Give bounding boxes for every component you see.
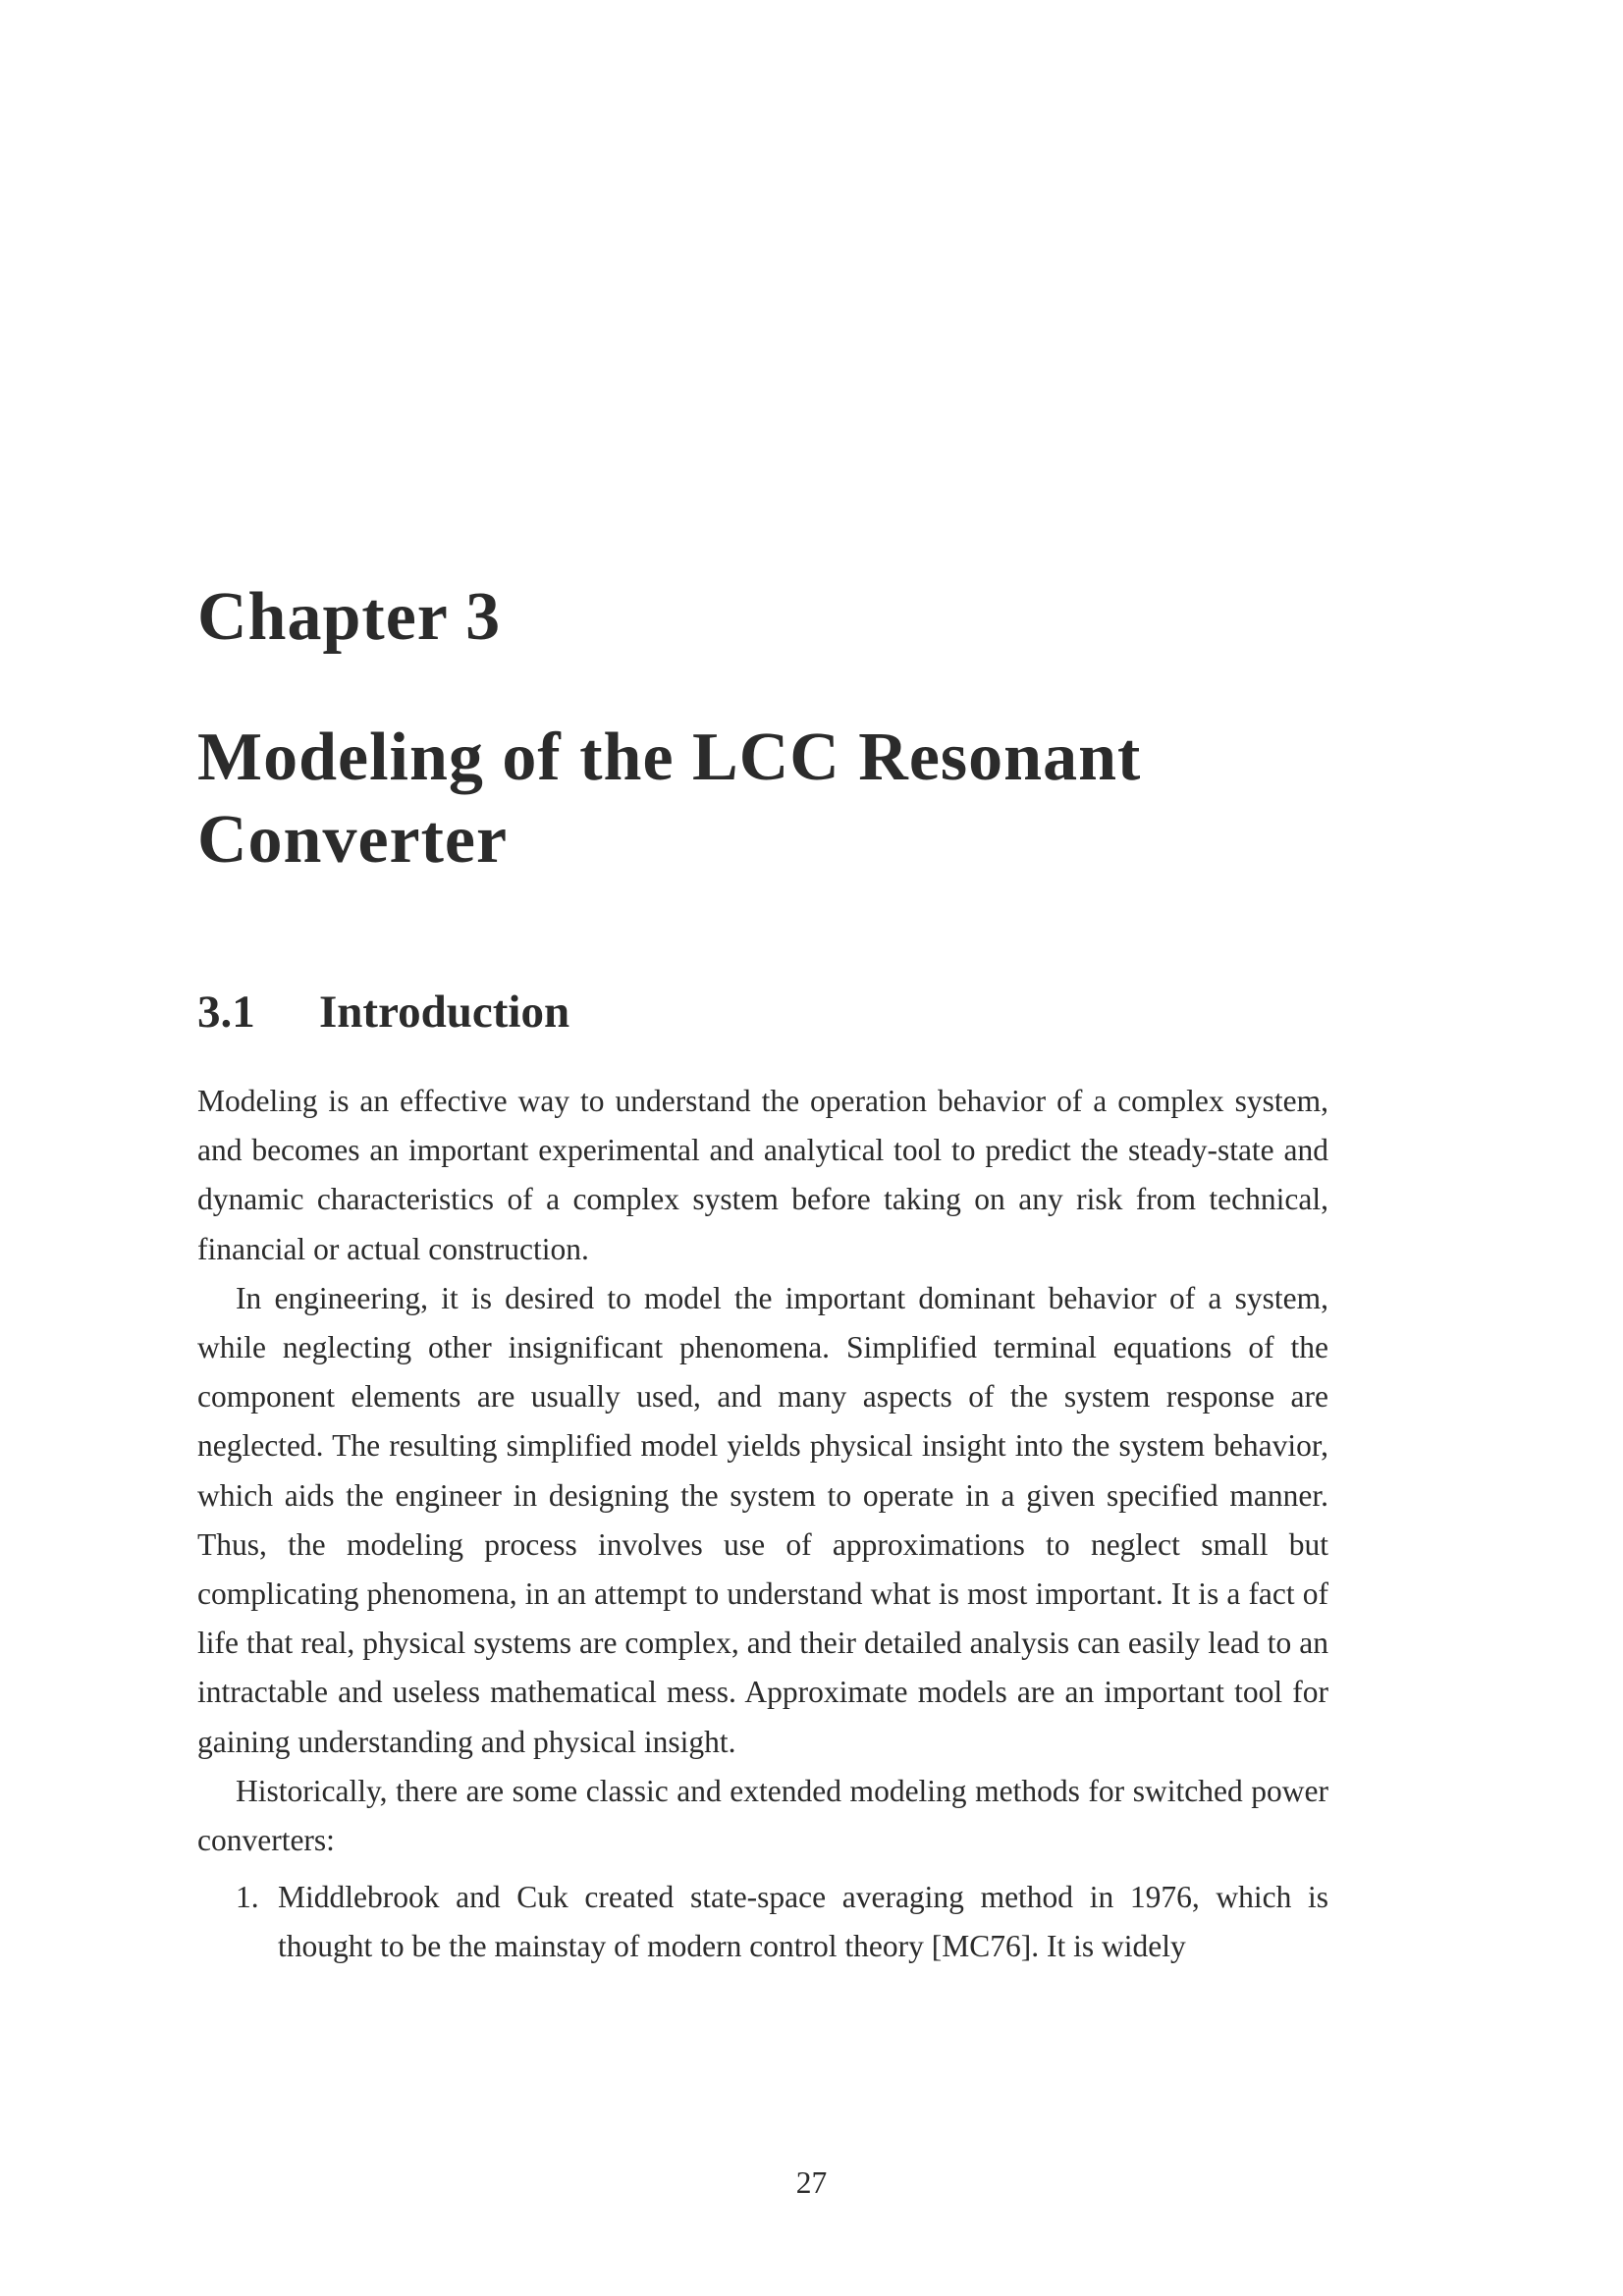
paragraph: Historically, there are some classic and extended modeling methods for switched power converters: xyxy=(197,1773,1328,1858)
section-title: Introduction xyxy=(319,987,570,1038)
chapter-label: Chapter 3 xyxy=(197,579,502,655)
list-item xyxy=(197,1873,1328,1971)
paragraph: Modeling is an effective way to understand the operation behavior of a complex system, and becomes an important experimental and analytical tool to predict the steady-state and dynamic characteristics of a complex system before taking on any risk from technical, financial or actual construction. xyxy=(197,1084,1328,1266)
section-heading xyxy=(197,985,569,1040)
paragraph: In engineering, it is desired to model the important dominant behavior of a system, while neglecting other insignificant phenomena. Simplified terminal equations of the component elements are usually used, and many aspects of the system response are neglected. The resulting simplified model yields physical insight into the system behavior, which aids the engineer in designing the system to operate in a given specified manner. Thus, the modeling process involves use of approximations to neglect small but complicating phenomena, in an attempt to understand what is most important. It is a fact of life that real, physical systems are complex, and their detailed analysis can easily lead to an intractable and useless mathematical mess. Approximate models are an important tool for gaining understanding and physical insight. xyxy=(197,1280,1328,1759)
list-item-number: 1. xyxy=(236,1880,259,1915)
chapter-title: Modeling of the LCC Resonant Converter xyxy=(197,720,1142,878)
page-number: 27 xyxy=(795,2165,828,2200)
list-item-text: Middlebrook and Cuk created state-space averaging method in 1976, which is thought to be the mainstay of modern control theory [MC76]. It is widely xyxy=(278,1880,1328,1964)
body-text xyxy=(197,1077,1328,1972)
section-number: 3.1 xyxy=(197,987,255,1038)
enumerated-list xyxy=(197,1873,1328,1971)
